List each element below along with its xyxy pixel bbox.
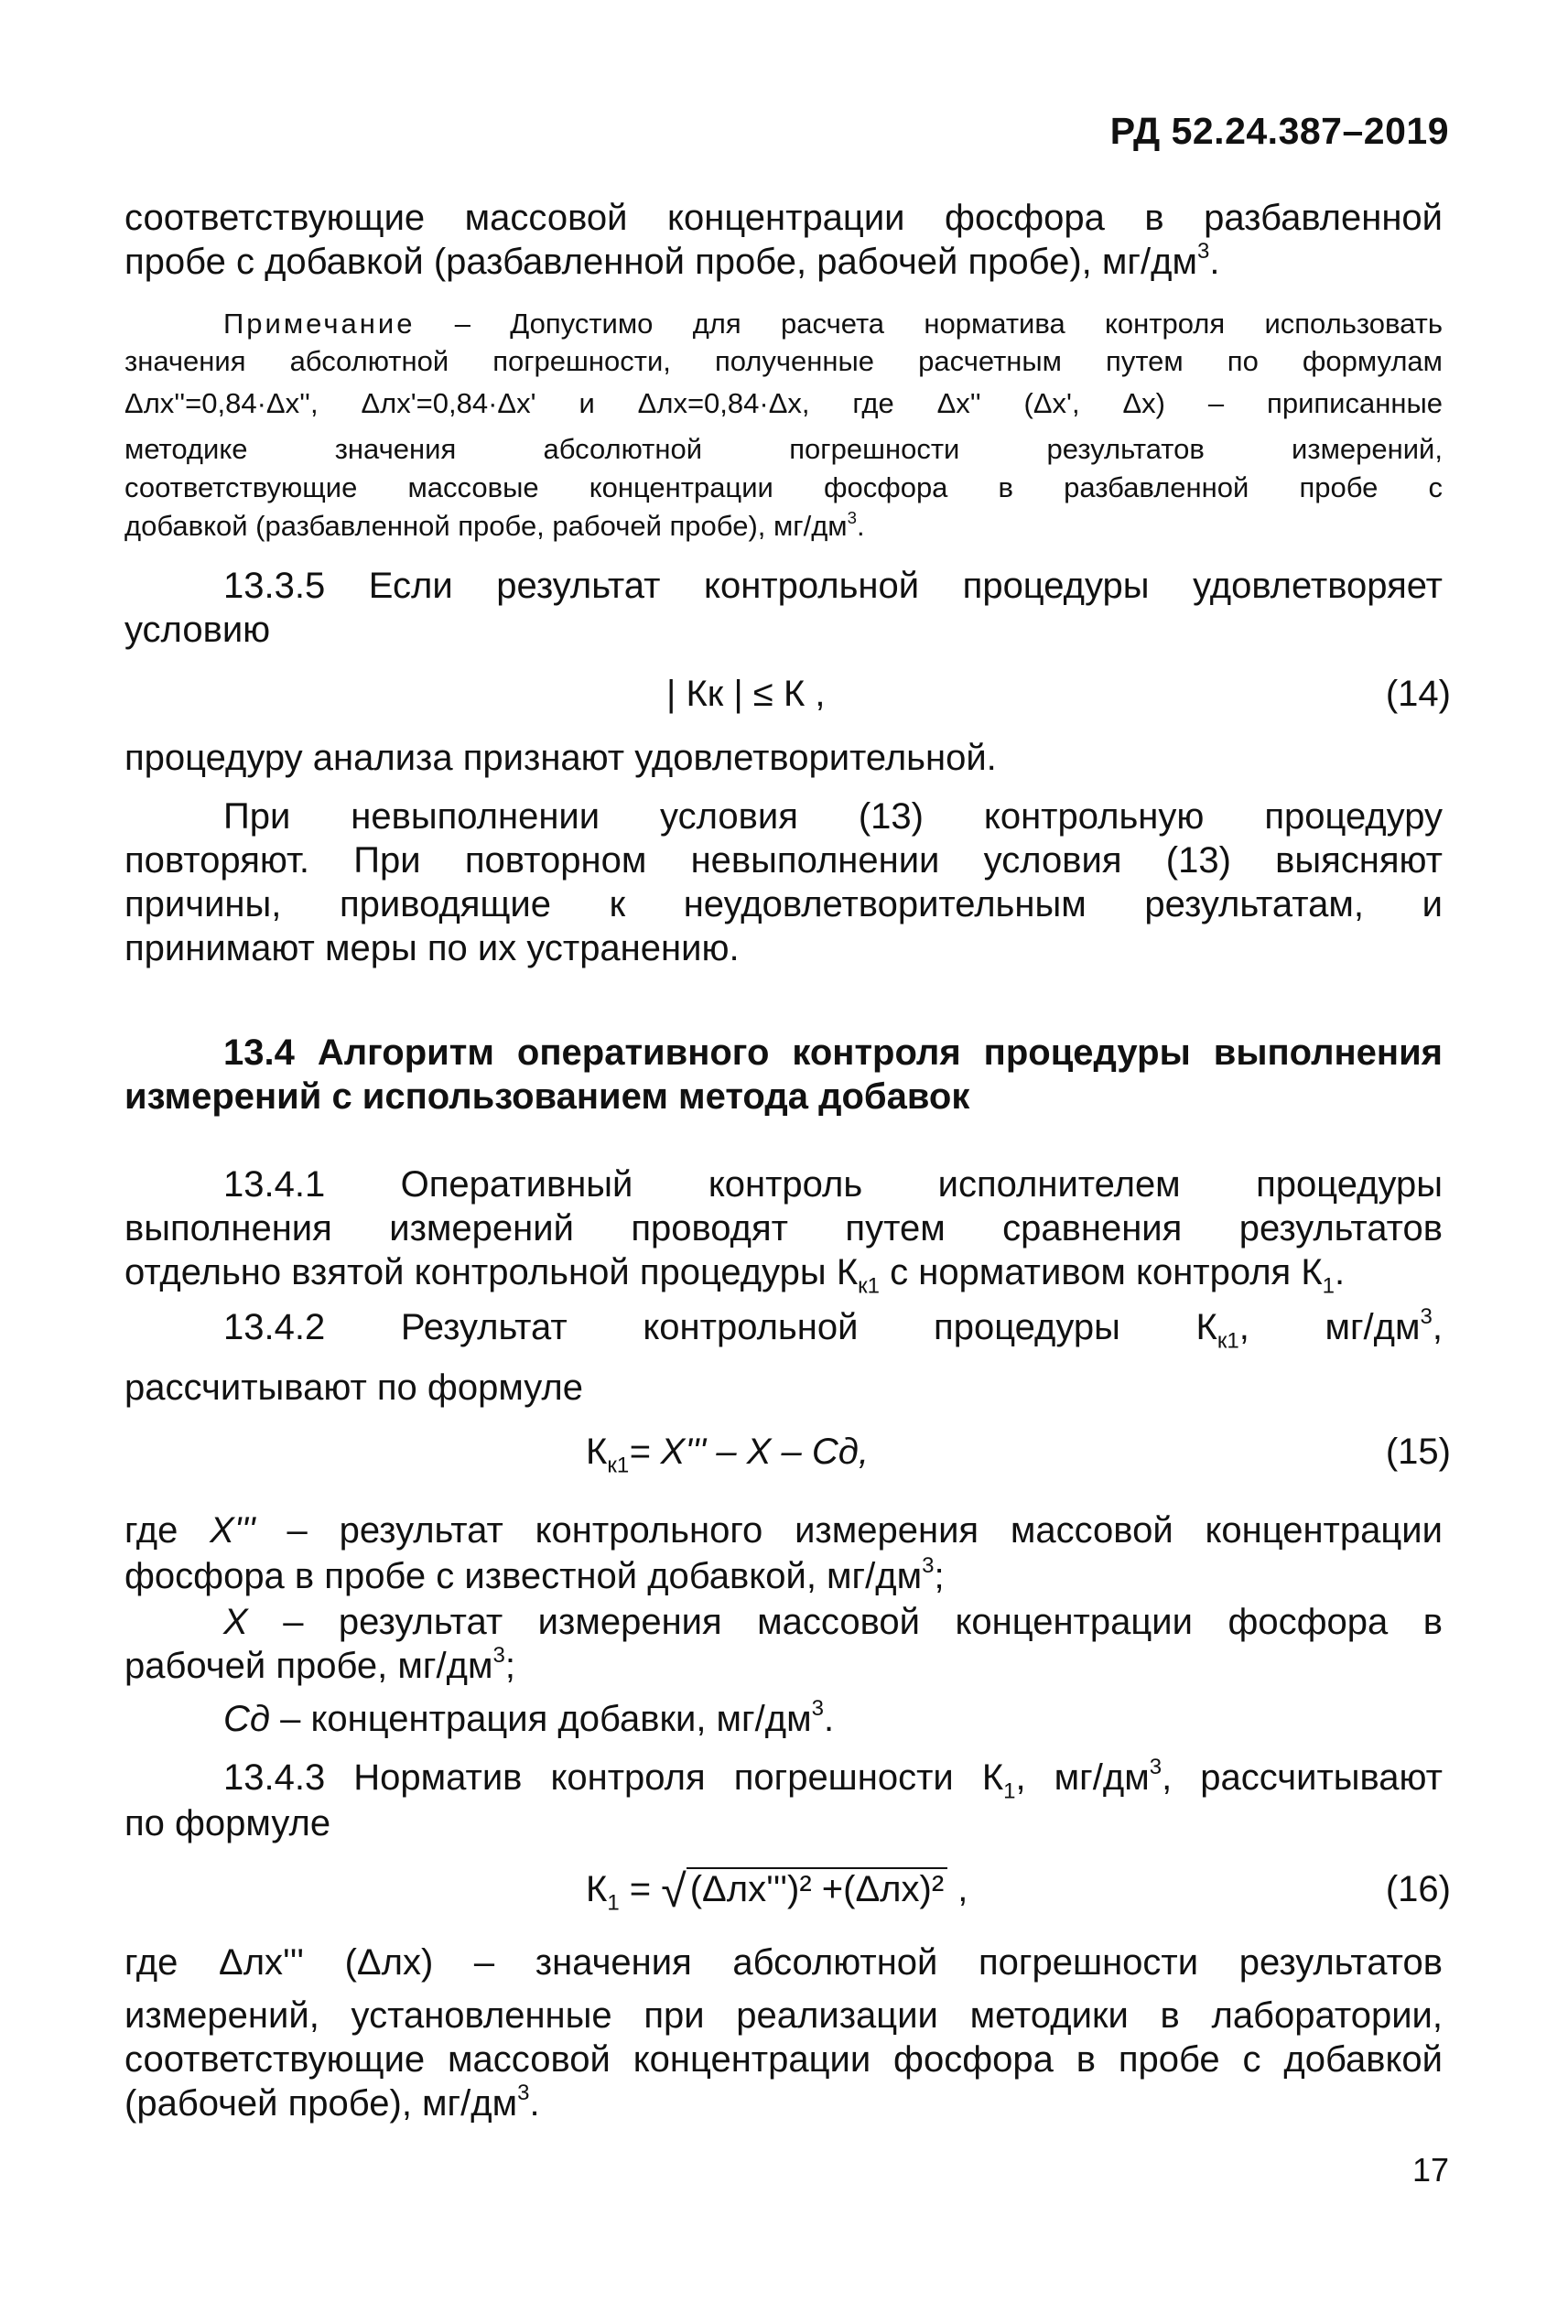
section-heading-13-4: 13.4 Алгоритм оперативного контроля процедуры выполнения измерений с использованием метода добавок (124, 1032, 1443, 1117)
continuation-line-2: пробе с добавкой (разбавленной пробе, рабочей пробе), $мг/дм^3$. (124, 239, 1220, 282)
s1342-line-2: рассчитывают по формуле (124, 1367, 583, 1408)
s1335-line-1: 13.3.5 Если результат контрольной процедуры удовлетворяет (223, 566, 1443, 606)
sqrt-icon: √ (661, 1865, 687, 1917)
note-line-2: значения абсолютной погрешности, полученные расчетным путем по формулам (124, 345, 1443, 377)
s1343-line-1: 13.4.3 Норматив контроля погрешности $К_1$, $мг/дм^3$, рассчитывают (223, 1755, 1443, 1804)
continuation-line-1: соответствующие массовой концентрации фосфора в разбавленной (124, 198, 1443, 238)
note-line-1: Примечание – Допустимо для расчета норматива контроля использовать (223, 308, 1443, 340)
where16-line-3: соответствующие массовой концентрации фосфора в пробе с добавкой (124, 2039, 1443, 2080)
where15-line-1: где X''' – результат контрольного измерения массовой концентрации (124, 1510, 1443, 1551)
s1342-line-1: 13.4.2 Результат контрольной процедуры $К_{к1}$, $мг/дм^3$, (223, 1304, 1443, 1354)
fail-line-3: причины, приводящие к неудовлетворительным результатам, и (124, 884, 1443, 924)
fail-line-4: принимают меры по их устранению. (124, 928, 740, 968)
where15-line-3: X – результат измерения массовой концентрации фосфора в (223, 1602, 1443, 1642)
s1343-line-2: по формуле (124, 1803, 331, 1843)
note-line-5: соответствующие массовые концентрации фосфора в разбавленной пробе с (124, 471, 1443, 503)
formula-16: $К_1$ = √ (Δлх''')² +(Δлх)² , (586, 1865, 968, 1917)
s1335-line-2: условию (124, 610, 271, 650)
formula-16-number: (16) (1385, 1869, 1451, 1909)
s1341-line-1: 13.4.1 Оперативный контроль исполнителем процедуры (223, 1164, 1443, 1205)
note-line-6: добавкой (разбавленной пробе, рабочей пробе), $мг/дм^3$. (124, 507, 865, 542)
where15-line-2: фосфора в пробе с известной добавкой, $мг/дм^3$; (124, 1553, 945, 1596)
formula-14-number: (14) (1385, 674, 1451, 714)
where15-line-4: рабочей пробе, $мг/дм^3$; (124, 1643, 515, 1686)
s1341-line-3: отдельно взятой контрольной процедуры $К_{к1}$ с нормативом контроля $К_1$. (124, 1252, 1346, 1299)
where16-line-1: где Δлх''' (Δлх) – значения абсолютной погрешности результатов (124, 1942, 1443, 1983)
note-line-4: методике значения абсолютной погрешности результатов измерений, (124, 433, 1443, 465)
document-code: РД 52.24.387–2019 (1109, 110, 1449, 152)
where16-line-2: измерений, установленные при реализации методики в лаборатории, (124, 1995, 1443, 2036)
fail-line-2: повторяют. При повторном невыполнении условия (13) выясняют (124, 840, 1443, 881)
note-line-3: Δлх''=0,84·Δх'', Δлх'=0,84·Δх' и Δлх=0,84·Δх, где Δх'' (Δх', Δх) – приписанные (124, 387, 1443, 419)
formula-14: | Кк | ≤ К , (666, 674, 826, 714)
page-number: 17 (1411, 2151, 1449, 2189)
where15-line-5: Cд – концентрация добавки, $мг/дм^3$. (223, 1696, 835, 1739)
s1335-after: процедуру анализа признают удовлетворительной. (124, 738, 997, 778)
fail-line-1: При невыполнении условия (13) контрольную процедуру (223, 796, 1443, 837)
where16-line-4: (рабочей пробе), $мг/дм^3$. (124, 2081, 540, 2124)
formula-15-number: (15) (1385, 1432, 1451, 1472)
formula-15: $К_{к1}= X''' - X$ – Cд, (586, 1432, 869, 1478)
s1341-line-2: выполнения измерений проводят путем сравнения результатов (124, 1208, 1443, 1248)
